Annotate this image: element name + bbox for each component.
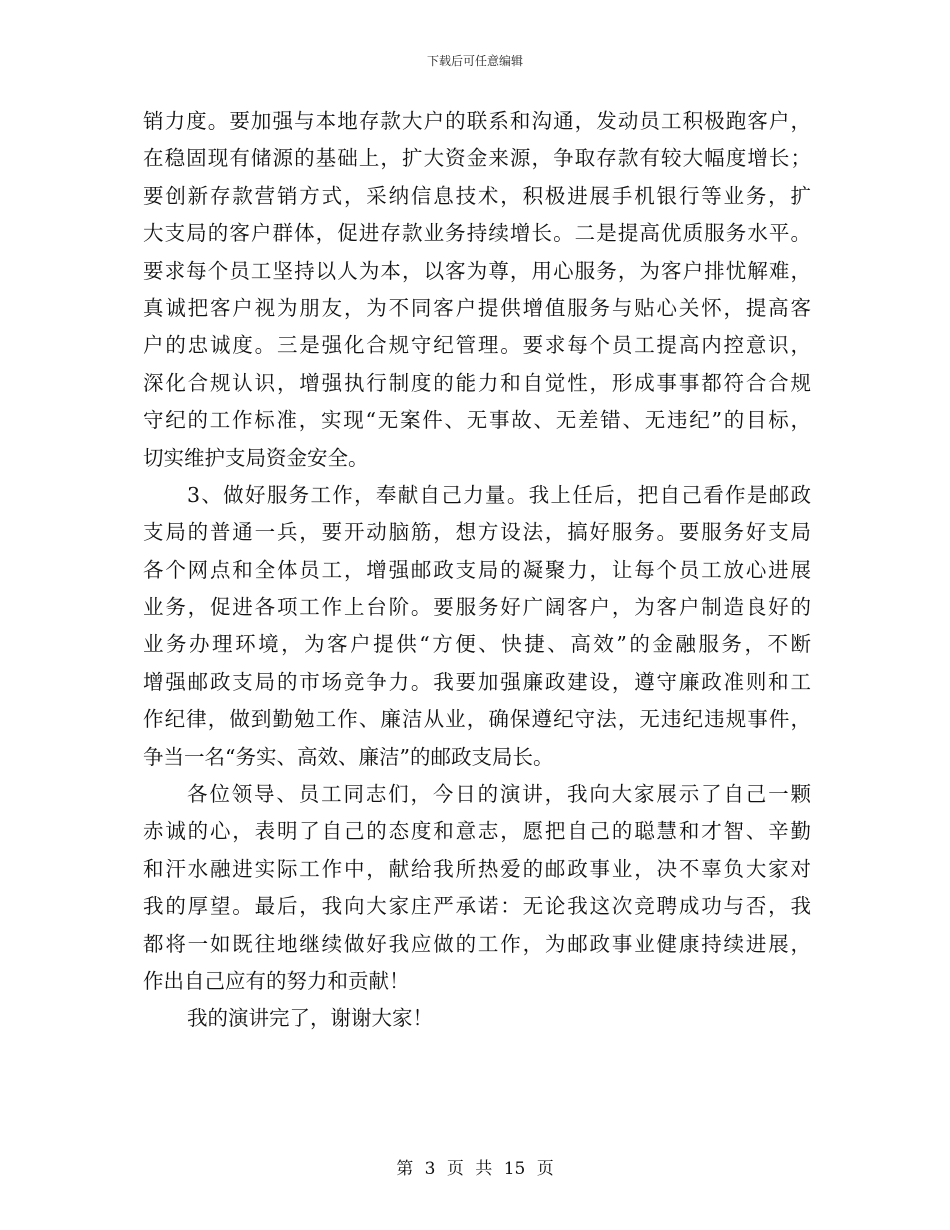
page-number: 第 3 页 共 15 页 [396,1159,554,1179]
text-line: 在稳固现有储源的基础上，扩大资金来源，争取存款有较大幅度增长； [143,146,811,171]
text-line: 业务办理环境，为客户提供“方便、快捷、高效”的金融服务，不断 [143,632,811,657]
text-line: 作纪律，做到勤勉工作、廉洁从业，确保遵纪守法，无违纪违规事件， [143,707,811,732]
text-line: 守纪的工作标准，实现“无案件、无事故、无差错、无违纪”的目标， [143,408,811,433]
text-line: 业务，促进各项工作上台阶。要服务好广阔客户，为客户制造良好的 [143,595,811,620]
document-body [143,103,811,1038]
text-line: 切实维护支局资金安全。 [143,445,369,470]
page-header: 下载后可任意编辑 [426,54,523,68]
text-line: 各个网点和全体员工，增强邮政支局的凝聚力，让每个员工放心进展 [143,557,811,582]
text-line: 增强邮政支局的市场竞争力。我要加强廉政建设，遵守廉政准则和工 [143,669,811,694]
text-line: 3、做好服务工作，奉献自己力量。我上任后，把自己看作是邮政 [187,482,811,507]
paragraph [143,776,811,1000]
text-line: 户的忠诚度。三是强化合规守纪管理。要求每个员工提高内控意识， [143,333,811,358]
text-line: 我的厚望。最后，我向大家庄严承诺：无论我这次竞聘成功与否，我 [143,894,811,919]
text-line: 各位领导、员工同志们，今日的演讲，我向大家展示了自己一颗 [187,782,811,807]
text-line: 都将一如既往地继续做好我应做的工作，为邮政事业健康持续进展， [143,931,811,956]
text-line: 真诚把客户视为朋友，为不同客户提供增值服务与贴心关怀，提高客 [143,295,811,320]
text-line: 争当一名“务实、高效、廉洁”的邮政支局长。 [143,744,554,769]
text-line: 作出自己应有的努力和贡献！ [143,968,410,993]
text-line: 赤诚的心，表明了自己的态度和意志，愿把自己的聪慧和才智、辛勤 [143,819,811,844]
text-line: 我的演讲完了，谢谢大家！ [187,1006,433,1031]
text-line: 要创新存款营销方式，采纳信息技术，积极进展手机银行等业务，扩 [143,183,811,208]
paragraph [143,477,811,776]
text-line: 支局的普通一兵，要开动脑筋，想方设法，搞好服务。要服务好支局 [143,520,811,545]
paragraph [143,1000,811,1037]
text-line: 深化合规认识，增强执行制度的能力和自觉性，形成事事都符合合规 [143,370,811,395]
text-line: 大支局的客户群体，促进存款业务持续增长。二是提高优质服务水平。 [143,221,811,246]
text-line: 要求每个员工坚持以人为本，以客为尊，用心服务，为客户排忧解难， [143,258,811,283]
text-line: 销力度。要加强与本地存款大户的联系和沟通，发动员工积极跑客户， [143,109,811,133]
paragraph [143,103,811,477]
text-line: 和汗水融进实际工作中，献给我所热爱的邮政事业，决不辜负大家对 [143,856,811,881]
